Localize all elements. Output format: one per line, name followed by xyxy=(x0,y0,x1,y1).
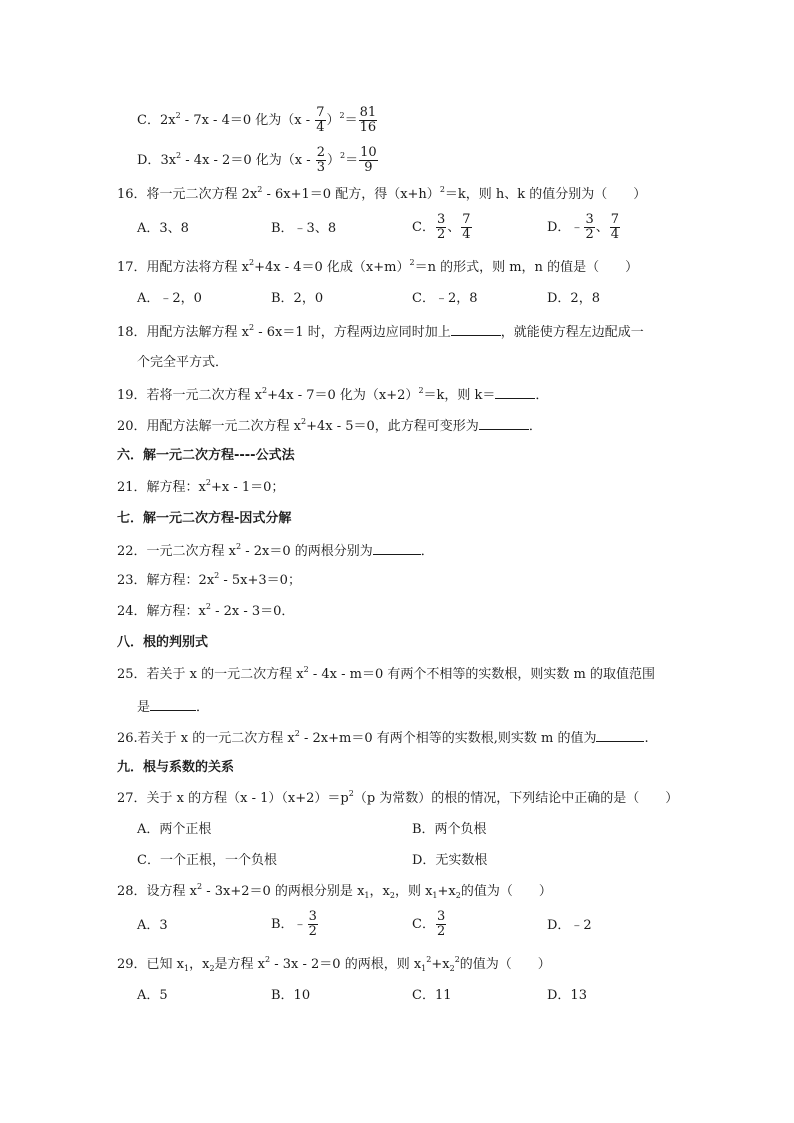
question-text: +4x - 7＝0 化为（x+2） xyxy=(267,388,419,403)
section-heading-8: 八．根的判别式 xyxy=(117,635,209,650)
separator: 、 xyxy=(595,220,609,235)
question-text: - 6x+1＝0 配方，得（x+h） xyxy=(262,187,440,202)
q20-stem xyxy=(117,417,542,435)
question-text: ＝k，则 h、k 的值分别为（ ） xyxy=(444,187,647,202)
q15-option-d[interactable] xyxy=(137,146,379,175)
fraction xyxy=(610,213,620,242)
q16-option-c[interactable] xyxy=(412,213,473,242)
q26-stem xyxy=(117,729,649,747)
question-text: 25．若关于 x 的一元二次方程 x xyxy=(117,667,304,682)
denominator: 3 xyxy=(316,160,326,175)
superscript: 2 xyxy=(236,542,242,551)
q27-option-a[interactable] xyxy=(137,822,211,838)
subscript: 1 xyxy=(421,964,427,973)
question-text: +x xyxy=(437,884,456,899)
question-text: ． xyxy=(535,388,549,403)
section-heading-7: 七．解一元二次方程-因式分解 xyxy=(117,511,292,526)
question-text: 的值为（ ） xyxy=(459,957,551,972)
superscript: 2 xyxy=(301,417,307,426)
q28-option-b[interactable] xyxy=(271,910,319,939)
superscript: 2 xyxy=(454,955,460,964)
q21-stem xyxy=(117,480,284,496)
superscript: 2 xyxy=(409,258,415,267)
question-text: 24．解方程：x xyxy=(117,604,206,619)
question-text: - 5x+3＝0； xyxy=(219,573,301,588)
q27-option-b[interactable] xyxy=(412,822,487,838)
math-text: - 4x - 2＝0 化为（x - xyxy=(181,153,315,168)
question-text: 21．解方程：x xyxy=(117,480,206,495)
subscript: 1 xyxy=(184,964,190,973)
option-text: C．一个正根，一个负根 xyxy=(137,853,277,868)
denominator: 16 xyxy=(359,120,377,135)
option-text: B．﹣3、8 xyxy=(271,221,337,236)
subscript: 2 xyxy=(389,891,395,900)
question-text: - 4x - m＝0 有两个不相等的实数根，则实数 m 的取值范围 xyxy=(308,667,655,682)
question-text: +4x - 4＝0 化成（x+m） xyxy=(254,260,410,275)
q29-stem xyxy=(117,957,551,973)
question-text: ＝n 的形式，则 m，n 的值是（ ） xyxy=(414,260,639,275)
answer-blank[interactable] xyxy=(451,323,501,336)
q23-stem xyxy=(117,573,301,589)
denominator: 2 xyxy=(436,227,446,242)
question-text: 26.若关于 x 的一元二次方程 x xyxy=(117,731,295,746)
math-text: ） xyxy=(326,113,340,128)
numerator: 3 xyxy=(585,212,594,227)
q16-stem xyxy=(117,187,646,203)
question-text: 23．解方程：2x xyxy=(117,573,215,588)
q29-option-c[interactable] xyxy=(412,988,452,1004)
fraction xyxy=(315,106,325,135)
question-text: ． xyxy=(196,700,210,715)
superscript: 2 xyxy=(214,571,220,580)
option-label: C． xyxy=(137,113,160,128)
fraction xyxy=(359,106,378,135)
numerator: 3 xyxy=(436,909,446,924)
superscript: 2 xyxy=(197,882,203,891)
option-label: C． xyxy=(412,220,435,235)
question-text: 29．已知 x xyxy=(117,957,185,972)
question-text: +x xyxy=(431,957,450,972)
option-text: B．10 xyxy=(271,988,311,1003)
question-text: +4x - 5＝0，此方程可变形为 xyxy=(306,419,479,434)
q25-line-2 xyxy=(137,698,209,716)
answer-blank[interactable] xyxy=(596,729,644,742)
option-text: B．两个负根 xyxy=(412,822,487,837)
answer-blank[interactable] xyxy=(373,542,421,555)
fraction xyxy=(308,910,318,939)
answer-blank[interactable] xyxy=(495,386,535,399)
question-text: ，则 x xyxy=(394,884,433,899)
superscript: 2 xyxy=(249,323,255,332)
question-text: - 2x＝0 的两根分别为 xyxy=(241,544,373,559)
subscript: 2 xyxy=(455,891,461,900)
option-text: C．11 xyxy=(412,988,452,1003)
superscript: 2 xyxy=(205,478,211,487)
option-label: D． xyxy=(137,153,161,168)
question-text: - 3x - 2＝0 的两根，则 x xyxy=(270,957,422,972)
question-text: 16．将一元二次方程 2x xyxy=(117,187,258,202)
numerator: 7 xyxy=(462,212,471,227)
numerator: 2 xyxy=(316,145,326,160)
question-text: ＝k，则 k＝ xyxy=(423,388,496,403)
minus-sign: ﹣ xyxy=(570,220,584,235)
q22-stem xyxy=(117,542,434,560)
question-text: 是方程 x xyxy=(214,957,266,972)
superscript: 2 xyxy=(339,111,345,120)
numerator: 7 xyxy=(610,212,620,227)
fraction xyxy=(436,910,446,939)
question-text: . xyxy=(644,731,649,746)
superscript: 2 xyxy=(439,185,445,194)
option-text: A．﹣2，0 xyxy=(137,291,202,306)
separator: 、 xyxy=(447,220,461,235)
superscript: 2 xyxy=(249,258,255,267)
math-text: ＝ xyxy=(345,153,359,168)
superscript: 2 xyxy=(294,729,300,738)
question-text: +x - 1＝0； xyxy=(210,480,285,495)
q15-option-c[interactable] xyxy=(137,106,378,135)
q25-line-1 xyxy=(117,667,655,683)
denominator: 9 xyxy=(364,160,373,175)
superscript: 2 xyxy=(262,386,268,395)
q28-stem xyxy=(117,884,552,900)
subscript: 2 xyxy=(449,964,455,973)
section-heading-9: 九．根与系数的关系 xyxy=(117,760,235,775)
q17-option-a[interactable] xyxy=(137,291,202,307)
question-text: 27．关于 x 的方程（x - 1）（x+2）＝p xyxy=(117,791,349,806)
q28-option-c[interactable] xyxy=(412,910,447,939)
question-text: - 6x＝1 时，方程两边应同时加上 xyxy=(254,325,451,340)
question-text: 是 xyxy=(137,700,151,715)
superscript: 2 xyxy=(303,665,309,674)
question-text: 19．若将一元二次方程 x xyxy=(117,388,263,403)
question-text: ，就能使方程左边配成一 xyxy=(500,325,644,340)
fraction xyxy=(436,213,446,242)
q27-stem xyxy=(117,791,678,807)
option-text: D．﹣2 xyxy=(547,918,592,933)
numerator: 3 xyxy=(436,212,446,227)
q16-option-a[interactable] xyxy=(137,221,189,237)
superscript: 2 xyxy=(175,111,181,120)
question-text: - 2x+m＝0 有两个相等的实数根,则实数 m 的值为 xyxy=(299,731,597,746)
question-text: 22．一元二次方程 x xyxy=(117,544,237,559)
q24-stem xyxy=(117,604,294,620)
fraction xyxy=(316,146,326,175)
numerator: 10 xyxy=(360,145,377,160)
denominator: 4 xyxy=(462,227,471,242)
numerator: 3 xyxy=(308,909,317,924)
q28-option-d[interactable] xyxy=(547,918,592,934)
question-text: （p 为常数）的根的情况，下列结论中正确的是（ ） xyxy=(353,791,679,806)
option-text: B．2，0 xyxy=(271,291,324,306)
option-text: D．13 xyxy=(547,988,587,1003)
question-text: 28．设方程 x xyxy=(117,884,198,899)
option-text: A．5 xyxy=(137,988,168,1003)
question-text: 17．用配方法将方程 x xyxy=(117,260,250,275)
question-text: - 2x - 3＝0． xyxy=(210,604,295,619)
superscript: 2 xyxy=(418,386,424,395)
q28-option-a[interactable] xyxy=(137,918,168,934)
option-text: D．2，8 xyxy=(547,291,600,306)
option-label: B．﹣ xyxy=(271,917,307,932)
question-text: ． xyxy=(420,544,434,559)
q17-stem xyxy=(117,260,638,276)
superscript: 2 xyxy=(257,185,263,194)
fraction xyxy=(359,146,378,175)
fraction xyxy=(461,213,471,242)
q16-option-d[interactable] xyxy=(547,213,621,242)
numerator: 81 xyxy=(359,105,377,120)
question-text: ，x xyxy=(369,884,390,899)
superscript: 2 xyxy=(340,151,346,160)
q18-line-1 xyxy=(117,323,644,341)
question-text: 个完全平方式． xyxy=(137,355,229,370)
option-text: A．3 xyxy=(137,918,168,933)
question-text: ． xyxy=(528,419,542,434)
answer-blank[interactable] xyxy=(479,417,529,430)
q27-option-c[interactable] xyxy=(137,853,277,869)
superscript: 2 xyxy=(426,955,432,964)
superscript: 2 xyxy=(265,955,271,964)
superscript: 2 xyxy=(176,151,182,160)
superscript: 2 xyxy=(348,789,354,798)
option-text: C．﹣2，8 xyxy=(412,291,478,306)
q29-option-a[interactable] xyxy=(137,988,168,1004)
denominator: 4 xyxy=(610,227,620,242)
q19-stem xyxy=(117,386,548,404)
option-text: D．无实数根 xyxy=(412,853,488,868)
denominator: 2 xyxy=(585,227,594,242)
question-text: ，x xyxy=(189,957,210,972)
subscript: 1 xyxy=(364,891,370,900)
q17-option-c[interactable] xyxy=(412,291,478,307)
denominator: 2 xyxy=(436,924,446,939)
option-text: A．两个正根 xyxy=(137,822,212,837)
question-text: - 3x+2＝0 的两根分别是 x xyxy=(202,884,365,899)
q16-option-b[interactable] xyxy=(271,221,336,237)
numerator: 7 xyxy=(316,105,325,120)
math-text: 3x xyxy=(160,153,177,168)
answer-blank[interactable] xyxy=(150,698,196,711)
q29-option-b[interactable] xyxy=(271,988,310,1004)
math-text: ＝ xyxy=(344,113,358,128)
denominator: 4 xyxy=(316,120,325,135)
math-text: 2x xyxy=(159,113,176,128)
section-heading-6: 六．解一元二次方程----公式法 xyxy=(117,448,295,463)
subscript: 1 xyxy=(432,891,438,900)
math-text: - 7x - 4＝0 化为（x - xyxy=(180,113,315,128)
denominator: 2 xyxy=(308,924,317,939)
q17-option-d[interactable] xyxy=(547,291,600,307)
q27-option-d[interactable] xyxy=(412,853,487,869)
q17-option-b[interactable] xyxy=(271,291,323,307)
question-text: 的值为（ ） xyxy=(460,884,552,899)
fraction xyxy=(584,213,594,242)
question-text: 18．用配方法解方程 x xyxy=(117,325,250,340)
q29-option-d[interactable] xyxy=(547,988,587,1004)
math-text: ） xyxy=(327,153,341,168)
q18-line-2 xyxy=(137,355,228,371)
superscript: 2 xyxy=(205,602,211,611)
question-text: 20．用配方法解一元二次方程 x xyxy=(117,419,302,434)
option-text: A．3、8 xyxy=(137,221,189,236)
subscript: 2 xyxy=(209,964,215,973)
option-label: D． xyxy=(547,220,571,235)
option-label: C． xyxy=(412,917,435,932)
